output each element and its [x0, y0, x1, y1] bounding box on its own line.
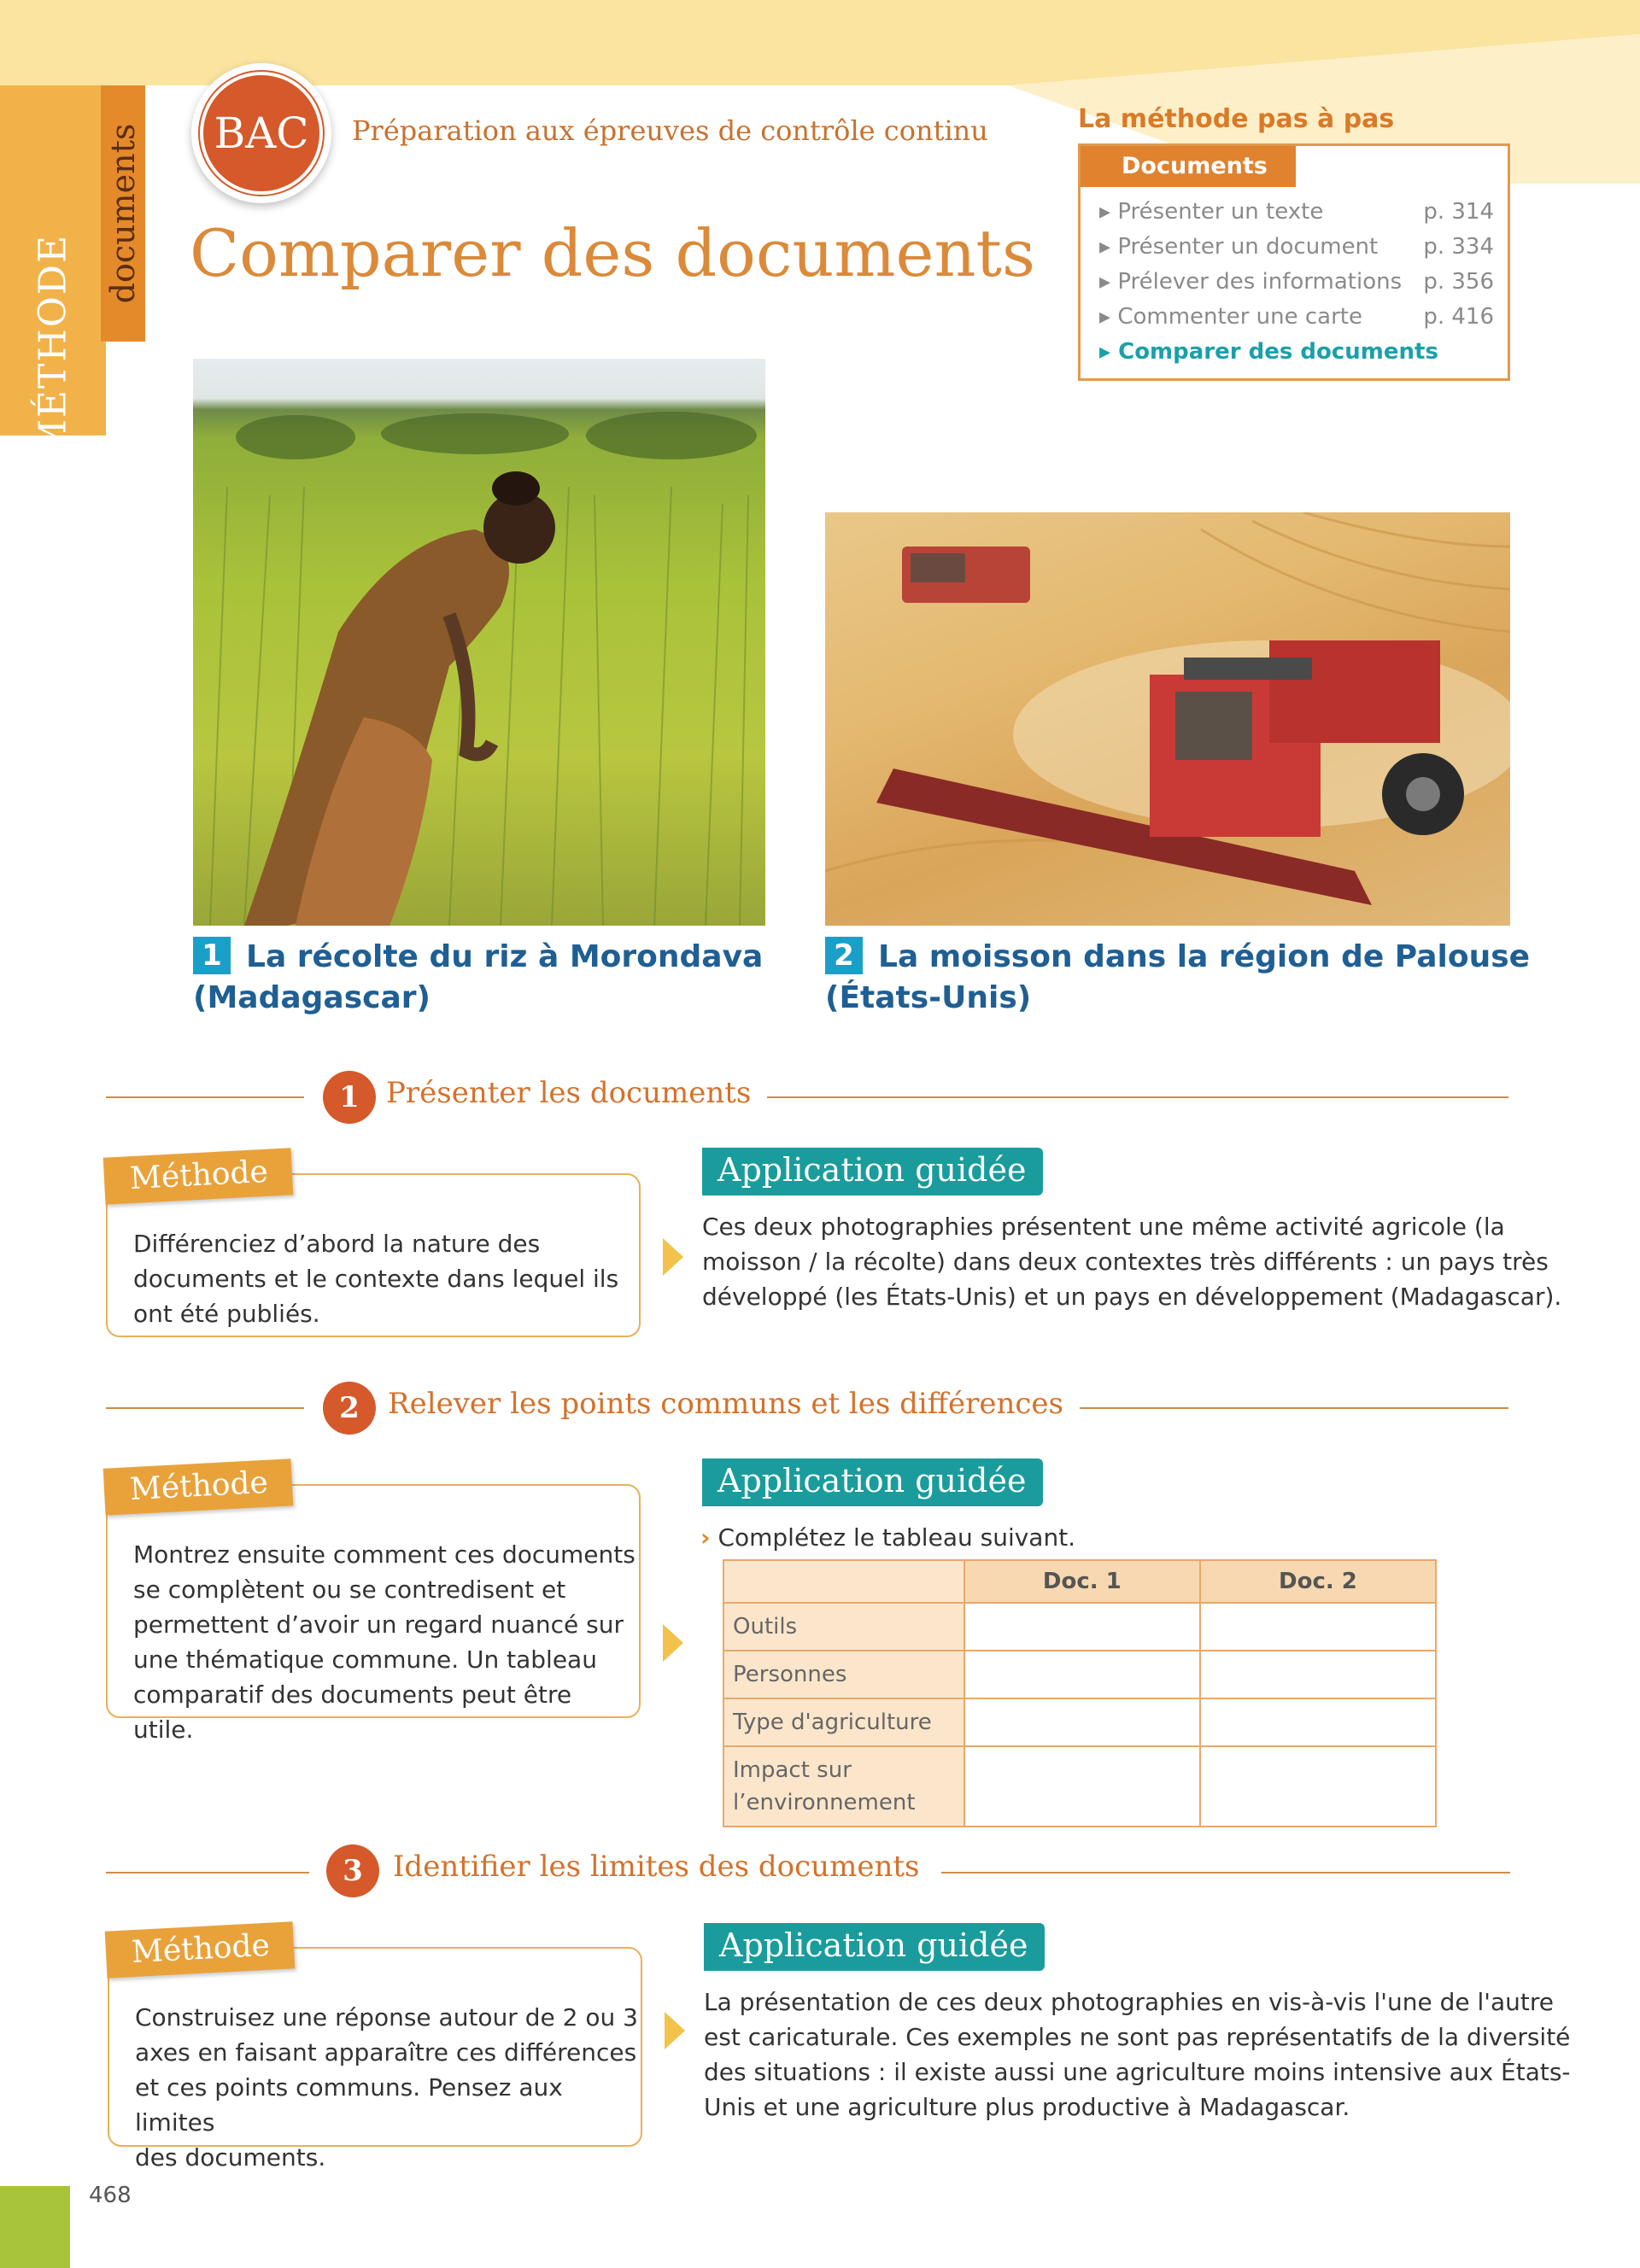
side-tab-sub-label: documents	[104, 123, 142, 304]
application-line: moisson / la récolte) dans deux contextes très différents : un pays très	[702, 1248, 1549, 1276]
application-line: Unis et une agriculture plus productive à Madagascar.	[704, 2093, 1350, 2121]
section-1-title: Présenter les documents	[386, 1076, 752, 1110]
method-link-label: Présenter un document	[1117, 234, 1379, 260]
section-1-application-text	[702, 1209, 1561, 1314]
doc-1-caption	[193, 937, 763, 1019]
section-2-instruction	[700, 1520, 1075, 1555]
section-3-rule-right	[941, 1872, 1510, 1873]
bac-badge	[191, 63, 331, 203]
table-row-label: Personnes	[723, 1651, 964, 1698]
section-2-application-tag: Application guidée	[702, 1458, 1043, 1506]
table-header-cell: Doc. 2	[1200, 1560, 1436, 1603]
method-box-title: La méthode pas à pas	[1078, 104, 1395, 134]
table-row	[723, 1603, 1436, 1651]
section-1-method-tag: Méthode	[103, 1148, 293, 1204]
photo-combine-harvest	[825, 512, 1510, 926]
side-tab-label: MÉTHODE	[31, 233, 75, 459]
table-row-label: Outils	[723, 1603, 964, 1651]
method-line: documents et le contexte dans lequel ils	[133, 1265, 619, 1293]
method-link-5-current[interactable]	[1099, 339, 1494, 373]
footer-color-tab	[0, 2186, 70, 2268]
section-2-rule-right	[1080, 1407, 1508, 1409]
doc-2-caption	[825, 937, 1530, 1019]
section-2-number: 2	[323, 1382, 376, 1435]
method-link-page: p. 314	[1423, 199, 1494, 225]
method-link-3[interactable]	[1099, 269, 1494, 303]
application-line: Ces deux photographies présentent une même activité agricole (la	[702, 1213, 1505, 1241]
table-row	[723, 1746, 1436, 1827]
arrow-right-icon	[665, 2012, 685, 2049]
section-1-rule-right	[767, 1096, 1508, 1098]
table-cell-doc1[interactable]	[964, 1603, 1200, 1651]
section-1-rule-left	[106, 1096, 304, 1098]
bac-badge-label: BAC	[200, 72, 323, 195]
section-3-method-box	[108, 1947, 642, 2172]
method-line: des documents.	[135, 2143, 326, 2172]
side-tab-sub	[101, 85, 145, 342]
method-link-1[interactable]	[1099, 199, 1494, 233]
instruction-text: Complétez le tableau suivant.	[718, 1523, 1076, 1552]
doc-1-caption-line1: La récolte du riz à Morondava	[246, 939, 764, 974]
doc-2-caption-line2: (États-Unis)	[825, 980, 1032, 1015]
section-3-application-text	[704, 1984, 1571, 2125]
section-3-number: 3	[326, 1844, 379, 1897]
table-header-row	[723, 1560, 1436, 1603]
method-link-4[interactable]	[1099, 304, 1494, 338]
table-header-cell: Doc. 1	[964, 1560, 1200, 1603]
section-3-method-tag: Méthode	[105, 1921, 295, 1978]
caret-right-icon: ▸	[1099, 339, 1119, 365]
application-line: développé (les États-Unis) et un pays en développement (Madagascar).	[702, 1283, 1562, 1311]
method-line: et ces points communs. Pensez aux limites	[135, 2073, 563, 2136]
table-cell-doc1[interactable]	[964, 1651, 1200, 1698]
caret-right-icon: ▸	[1099, 234, 1118, 260]
method-link-2[interactable]	[1099, 234, 1494, 268]
method-line: se complètent ou se contredisent et	[133, 1575, 566, 1604]
method-link-page: p. 416	[1423, 304, 1494, 330]
rice-field-illustration	[193, 359, 765, 926]
section-1-number: 1	[323, 1071, 376, 1124]
page-title: Comparer des documents	[190, 215, 1035, 291]
method-link-label: Commenter une carte	[1117, 304, 1362, 330]
comparison-table	[723, 1559, 1437, 1827]
method-link-label: Comparer des documents	[1118, 339, 1438, 365]
photo-rice-harvest	[193, 359, 765, 926]
doc-1-number: 1	[193, 937, 231, 974]
table-row-label: Type d'agriculture	[723, 1698, 964, 1746]
method-link-page: p. 334	[1423, 234, 1494, 260]
application-line: est caricaturale. Ces exemples ne sont pas représentatifs de la diversité	[704, 2023, 1571, 2051]
doc-2-number: 2	[825, 937, 863, 974]
caret-right-icon: ▸	[1099, 199, 1118, 225]
header-subtitle: Préparation aux épreuves de contrôle continu	[352, 114, 988, 147]
table-row	[723, 1651, 1436, 1698]
method-line: comparatif des documents peut être utile.	[133, 1681, 572, 1744]
method-line: Construisez une réponse autour de 2 ou 3	[135, 2003, 638, 2031]
doc-1-caption-line2: (Madagascar)	[193, 980, 430, 1015]
section-3-application-tag: Application guidée	[704, 1923, 1045, 1971]
caret-right-icon: ▸	[1099, 269, 1118, 295]
method-line: une thématique commune. Un tableau	[133, 1645, 597, 1674]
table-header-cell	[723, 1560, 964, 1603]
method-link-label: Présenter un texte	[1117, 199, 1324, 225]
section-2-method-tag: Méthode	[103, 1458, 293, 1515]
section-3-rule-left	[106, 1872, 309, 1873]
table-cell-doc2[interactable]	[1200, 1651, 1436, 1698]
table-cell-doc2[interactable]	[1200, 1746, 1436, 1827]
method-line: permettent d’avoir un regard nuancé sur	[133, 1610, 624, 1639]
section-1-application-tag: Application guidée	[702, 1148, 1043, 1195]
method-link-label: Prélever des informations	[1117, 269, 1403, 295]
arrow-right-icon	[663, 1238, 683, 1276]
application-line: La présentation de ces deux photographies en vis-à-vis l'une de l'autre	[704, 1988, 1554, 2016]
table-cell-doc1[interactable]	[964, 1746, 1200, 1827]
table-row-label: Impact sur l’environnement	[723, 1746, 964, 1827]
page-number: 468	[89, 2183, 132, 2208]
method-box	[1078, 143, 1510, 381]
table-cell-doc2[interactable]	[1200, 1698, 1436, 1746]
method-line: axes en faisant apparaître ces différences	[135, 2038, 637, 2066]
method-line: Différenciez d’abord la nature des	[133, 1230, 541, 1258]
application-line: des situations : il existe aussi une agriculture moins intensive aux États-	[704, 2058, 1571, 2086]
method-box-head: Documents	[1081, 146, 1296, 187]
section-3-title: Identifier les limites des documents	[393, 1850, 920, 1884]
doc-2-caption-line1: La moisson dans la région de Palouse	[878, 939, 1531, 974]
method-line: ont été publiés.	[133, 1300, 320, 1328]
caret-right-icon: ▸	[1099, 304, 1118, 330]
section-2-method-box	[106, 1484, 641, 1744]
method-link-page: p. 356	[1423, 269, 1494, 295]
section-2-rule-left	[106, 1407, 304, 1409]
section-2-title: Relever les points communs et les différences	[388, 1387, 1063, 1421]
method-line: Montrez ensuite comment ces documents	[133, 1540, 636, 1569]
table-cell-doc2[interactable]	[1200, 1603, 1436, 1651]
chevron-right-icon: ›	[700, 1523, 711, 1552]
side-tab	[0, 85, 106, 459]
table-cell-doc1[interactable]	[964, 1698, 1200, 1746]
table-row	[723, 1698, 1436, 1746]
wheat-field-illustration	[825, 512, 1510, 926]
arrow-right-icon	[663, 1624, 683, 1662]
